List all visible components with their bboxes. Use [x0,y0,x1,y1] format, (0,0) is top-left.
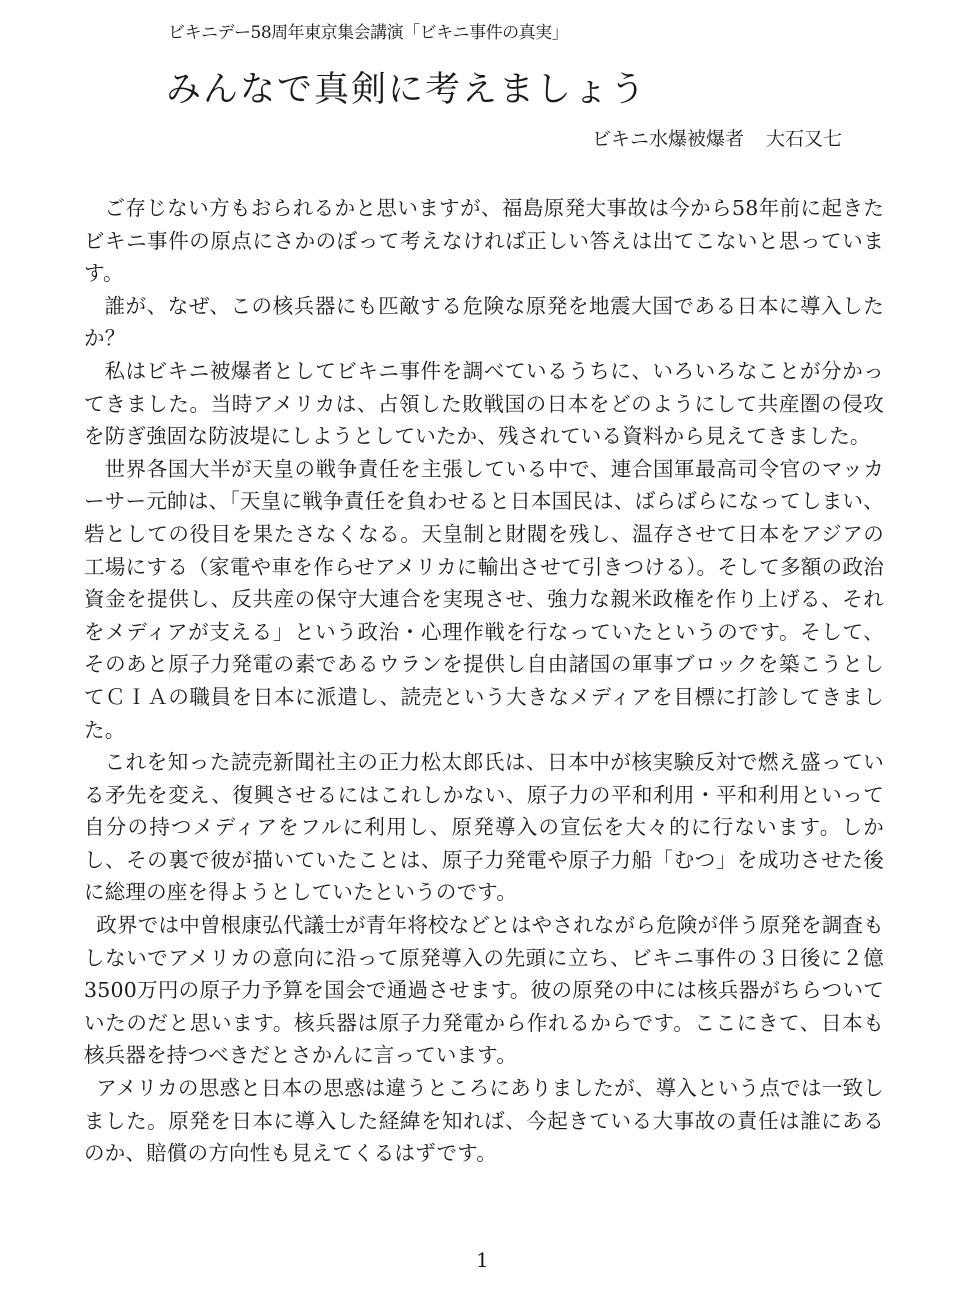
paragraph-2: 誰が、なぜ、この核兵器にも匹敵する危険な原発を地震大国である日本に導入したか？ [84,293,884,351]
paragraph-4: 世界各国大半が天皇の戦争責任を主張している中で、連合国軍最高司令官のマッカーサー元帥は、「天皇に戦争責任を負わせると日本国民は、ばらばらになってしまい、砦としての役目を果たさなくなる。天皇制と財閥を残し、温存させて日本をアジアの工場にする（家電や車を作らせアメリカに輸出させて引きつける）。そして多額の政治資金を提供し、反共産の保守大連合を実現させ、強力な親米政権を作り上げる、それをメディアが支える」という政治・心理作戦を行なっていたというのです。そして、そのあと原子力発電の素であるウランを提供し自由諸国の軍事ブロックを築こうとしてＣＩＡの職員を日本に派遣し、読売という大きなメディアを目標に打診してきました。 [84,456,884,742]
paragraph-6: 政界では中曽根康弘代議士が青年将校などとはやされながら危険が伴う原発を調査もしないでアメリカの意向に沿って原発導入の先頭に立ち、ビキニ事件の３日後に２億3500万円の原子力予算を国会で通過させます。彼の原発の中には核兵器がちらついていたのだと思います。核兵器は原子力発電から作れるからです。ここにきて、日本も核兵器を持つべきだとさかんに言っています。 [84,913,884,1068]
body-text [84,192,884,1170]
author-name: 大石又七 [766,128,843,150]
paragraph-7: アメリカの思惑と日本の思惑は違うところにありましたが、導入という点では一致しました。原発を日本に導入した経緯を知れば、今起きている大事故の責任は誰にあるのか、賠償の方向性も見えてくるはずです。 [84,1076,884,1166]
page-number: 1 [476,1248,489,1272]
paragraph-5: これを知った読売新聞社主の正力松太郎氏は、日本中が核実験反対で燃え盛っている矛先を変え、復興させるにはこれしかない、原子力の平和利用・平和利用といって自分の持つメディアをフルに利用し、原発導入の宣伝を大々的に行ないます。しかし、その裏で彼が描いていたことは、原子力発電や原子力船「むつ」を成功させた後に総理の座を得ようとしていたというのです。 [84,750,884,905]
paragraph-3: 私はビキニ被爆者としてビキニ事件を調べているうちに、いろいろなことが分かってきました。当時アメリカは、占領した敗戦国の日本をどのようにして共産圏の侵攻を防ぎ強固な防波堤にしようとしていたか、残されている資料から見えてきました。 [84,358,884,449]
author-line [592,124,842,151]
event-title: ビキニデー58周年東京集会講演「ビキニ事件の真実」 [168,23,569,43]
author-role: ビキニ水爆被爆者 [592,128,745,150]
main-title: みんなで真剣に考えましょう [166,70,648,110]
paragraph-1: ご存じない方もおられるかと思いますが、福島原発大事故は今から58年前に起きたビキニ事件の原点にさかのぼって考えなければ正しい答えは出てこないと思っています。 [84,196,884,286]
